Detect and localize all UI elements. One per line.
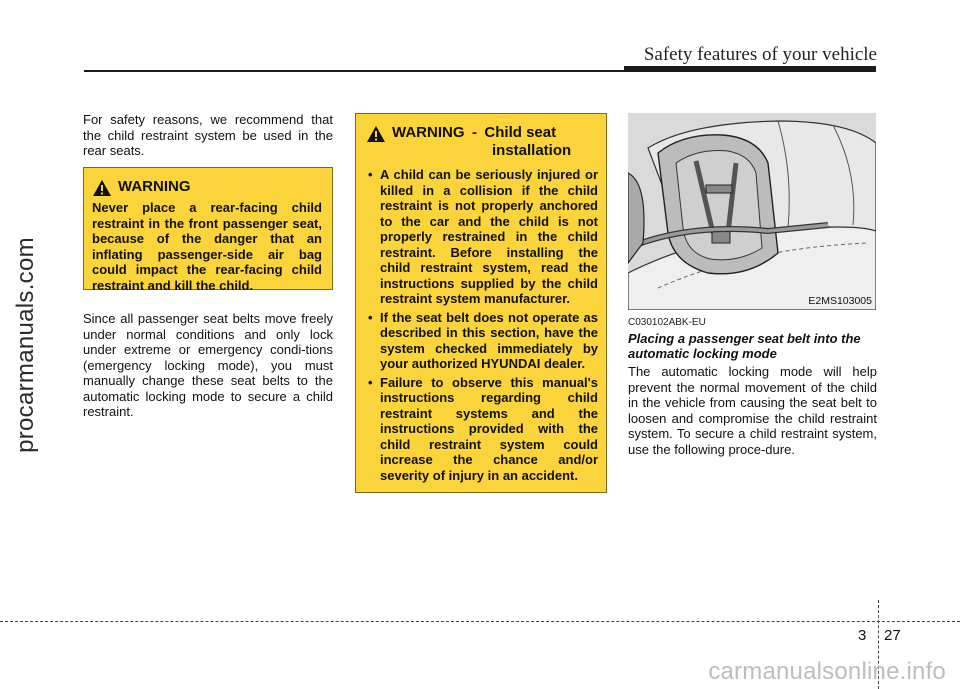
section-number: 3 bbox=[858, 627, 867, 644]
side-watermark bbox=[6, 0, 46, 689]
warning-list-item: • If the seat belt does not operate as described in this section, have the system checked immediately by your authorized HYUNDAI dealer. bbox=[368, 309, 598, 371]
warning-triangle-icon bbox=[92, 179, 112, 197]
warning-title: WARNING bbox=[118, 178, 191, 195]
warning-header bbox=[366, 124, 598, 159]
reference-code: C030102ABK-EU bbox=[628, 317, 706, 328]
warning-title: WARNING bbox=[392, 124, 465, 141]
page-number: 27 bbox=[884, 627, 901, 644]
warning-list-item: • A child can be seriously injured or killed in a collision if the child restraint is not properly anchored to the car and the child is not properly restrained in the child restraint. Before installing the child restraint system, read the instructions supplied by the child restraint system manufacturer. bbox=[368, 167, 598, 306]
child-seat-drawing bbox=[628, 113, 876, 310]
warning-box-front-seat bbox=[83, 167, 333, 293]
warning-header bbox=[92, 178, 322, 197]
warning-box-child-seat bbox=[355, 113, 607, 493]
warning-list-item: • Failure to observe this manual's instructions regarding child restraint systems and the instructions provided with the child restraint system could increase the chance and/or severity of injury in an accident. bbox=[368, 374, 598, 483]
warning-dash: - bbox=[471, 124, 477, 141]
page-header-title: Safety features of your vehicle bbox=[643, 44, 877, 65]
footer-rule bbox=[0, 621, 960, 622]
automatic-locking-paragraph: The automatic locking mode will help prevent the normal movement of the child in the vehicle from causing the seat belt to loosen and compromise the child restraint system. To secure a child restraint system, use the following proce-dure. bbox=[628, 364, 877, 457]
seatbelt-paragraph: Since all passenger seat belts move freely under normal conditions and only lock under extreme or emergency condi-tions (emergency locking mode), you must manually change these seat belts to the automatic locking mode to secure a child restraint. bbox=[83, 311, 333, 419]
child-seat-illustration bbox=[628, 113, 876, 310]
side-watermark-text: procarmanuals.com bbox=[12, 237, 39, 453]
figure-label: E2MS103005 bbox=[808, 295, 872, 307]
intro-paragraph: For safety reasons, we recommend that the child restraint system be used in the rear seats. bbox=[83, 112, 333, 158]
warning-subtitle-line2: installation bbox=[492, 142, 572, 159]
warning-list bbox=[366, 167, 598, 483]
section-subheading: Placing a passenger seat belt into the automatic locking mode bbox=[628, 331, 861, 361]
warning-subtitle-line1: Child seat bbox=[484, 124, 557, 141]
warning-text: Never place a rear-facing child restraint in the front passenger seat, because of the danger that an inflating passenger-side air bag could impact the rear-facing child restraint and kill the child. bbox=[92, 200, 322, 293]
header-rule-accent bbox=[624, 66, 876, 71]
warning-triangle-icon bbox=[366, 125, 386, 143]
bottom-watermark: carmanualsonline.info bbox=[708, 658, 946, 685]
